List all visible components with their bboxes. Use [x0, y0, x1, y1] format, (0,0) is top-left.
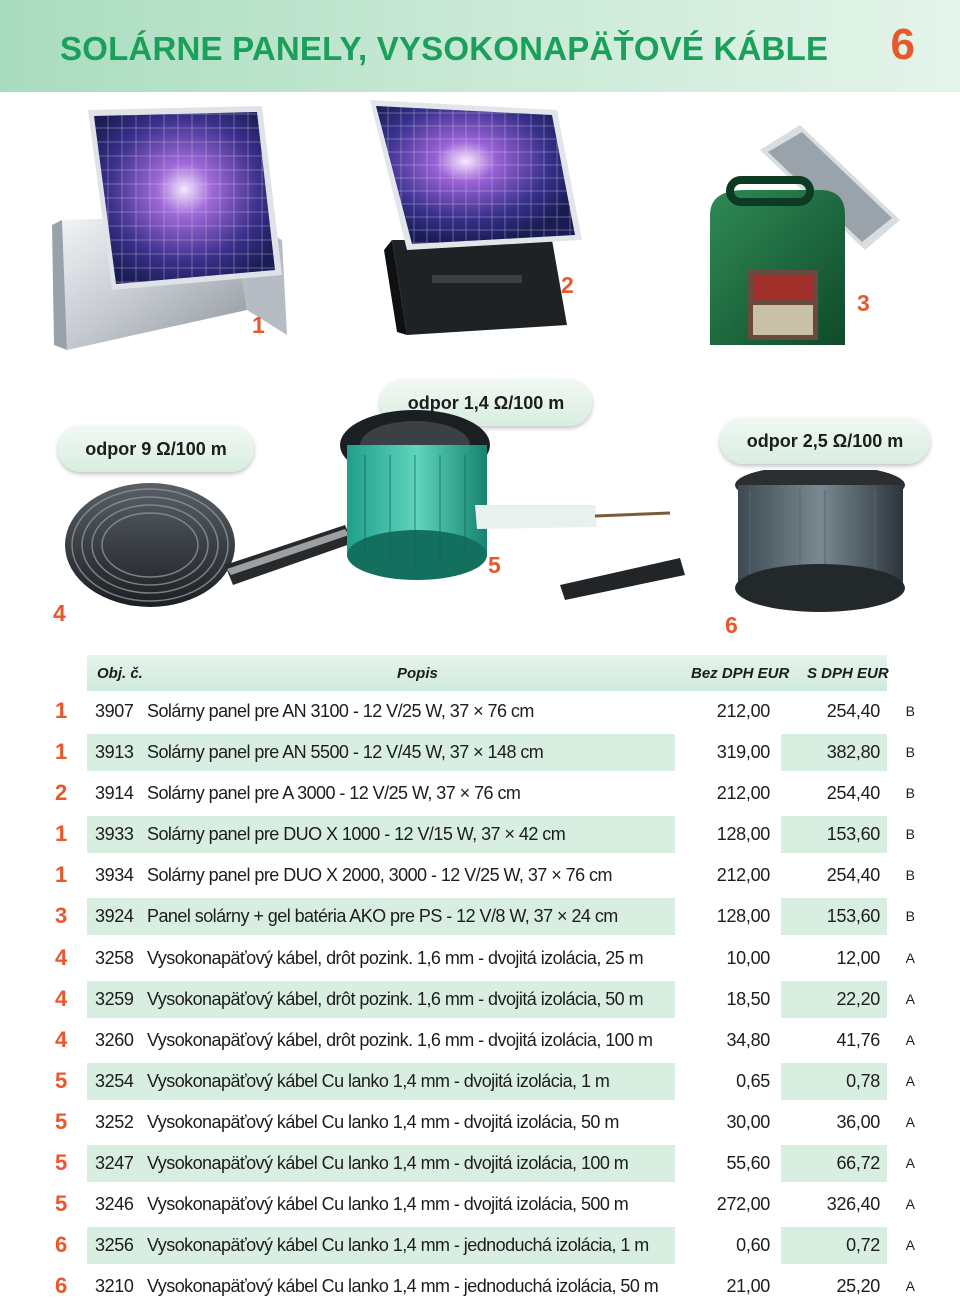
order-number: 3260	[95, 1029, 134, 1050]
product-ref-number: 6	[55, 1232, 68, 1258]
price-without-vat: 128,00	[716, 824, 770, 845]
page-title: SOLÁRNE PANELY, VYSOKONAPÄŤOVÉ KÁBLE	[60, 30, 829, 67]
product-image-cable-coil-black	[55, 465, 355, 615]
product-description: Solárny panel pre A 3000 - 12 V/25 W, 37 × 76 cm	[147, 783, 521, 804]
product-image-solar-panel-black-box	[362, 100, 587, 350]
price-with-vat: 254,40	[826, 701, 880, 721]
product-description: Panel solárny + gel batéria AKO pre PS - 12 V/8 W, 37 × 24 cm	[147, 906, 618, 927]
product-label-1: 1	[252, 312, 265, 338]
price-without-vat: 30,00	[726, 1111, 770, 1132]
price-without-vat: 212,00	[716, 783, 770, 804]
product-description: Vysokonapäťový kábel Cu lanko 1,4 mm - dvojitá izolácia, 50 m	[147, 1111, 619, 1132]
price-with-vat: 153,60	[826, 824, 880, 845]
price-without-vat: 21,00	[726, 1276, 770, 1297]
price-without-vat: 18,50	[726, 988, 770, 1009]
product-ref-number: 5	[55, 1108, 68, 1134]
column-header-popis: Popis	[397, 665, 438, 682]
price-with-vat: 326,40	[826, 1194, 880, 1215]
price-with-vat: 36,00	[836, 1111, 880, 1132]
price-with-vat: 254,40	[826, 783, 880, 804]
price-without-vat: 0,60	[736, 1235, 770, 1256]
table-row	[45, 732, 920, 773]
table-row	[45, 1102, 920, 1143]
table-row	[45, 1266, 920, 1307]
price-without-vat: 272,00	[716, 1194, 770, 1215]
table-row	[45, 938, 920, 979]
price-without-vat: 0,65	[736, 1070, 770, 1091]
product-description: Vysokonapäťový kábel Cu lanko 1,4 mm - dvojitá izolácia, 500 m	[147, 1194, 629, 1215]
order-number: 3258	[95, 947, 134, 968]
price-with-vat: 41,76	[836, 1029, 880, 1050]
price-class: A	[905, 1196, 915, 1213]
product-ref-number: 4	[55, 985, 68, 1011]
table-row	[45, 1020, 920, 1061]
product-description: Solárny panel pre DUO X 2000, 3000 - 12 V/25 W, 37 × 76 cm	[147, 865, 612, 886]
product-ref-number: 6	[55, 1273, 68, 1299]
table-row	[45, 979, 920, 1020]
product-ref-number: 5	[55, 1191, 68, 1217]
chapter-number: 6	[890, 20, 915, 69]
product-ref-number: 5	[55, 1150, 68, 1176]
product-description: Solárny panel pre DUO X 1000 - 12 V/15 W, 37 × 42 cm	[147, 824, 566, 845]
order-number: 3933	[95, 824, 134, 845]
price-class: A	[905, 1072, 915, 1089]
page-header	[0, 0, 960, 92]
resistance-label-wire-6: odpor 2,5 Ω/100 m	[720, 418, 930, 464]
column-header-s-dph: S DPH EUR	[807, 665, 889, 682]
table-row	[45, 855, 920, 896]
product-label-5: 5	[488, 552, 501, 578]
product-ref-number: 4	[55, 944, 68, 970]
product-ref-number: 4	[55, 1026, 68, 1052]
product-description: Vysokonapäťový kábel, drôt pozink. 1,6 mm - dvojitá izolácia, 50 m	[147, 988, 644, 1009]
resistance-label-wire-4: odpor 9 Ω/100 m	[58, 426, 254, 472]
order-number: 3924	[95, 906, 134, 927]
price-class: B	[905, 744, 915, 761]
price-with-vat: 0,72	[846, 1235, 880, 1256]
product-description: Vysokonapäťový kábel Cu lanko 1,4 mm - dvojitá izolácia, 1 m	[147, 1070, 610, 1091]
price-with-vat: 153,60	[826, 906, 880, 927]
table-row	[45, 1184, 920, 1225]
product-image-energizer-with-panel	[700, 120, 910, 355]
order-number: 3934	[95, 865, 134, 886]
product-ref-number: 3	[55, 903, 68, 929]
price-without-vat: 128,00	[716, 906, 770, 927]
order-number: 3913	[95, 742, 134, 763]
table-body	[45, 691, 920, 1307]
price-class: A	[905, 990, 915, 1007]
table-row	[45, 814, 920, 855]
price-class: A	[905, 1278, 915, 1295]
product-description: Solárny panel pre AN 5500 - 12 V/45 W, 37 × 148 cm	[147, 742, 544, 763]
price-without-vat: 212,00	[716, 865, 770, 886]
price-class: B	[905, 703, 915, 719]
product-ref-number: 1	[55, 739, 68, 765]
order-number: 3210	[95, 1276, 134, 1297]
product-description: Vysokonapäťový kábel, drôt pozink. 1,6 mm - dvojitá izolácia, 100 m	[147, 1029, 653, 1050]
price-with-vat: 0,78	[846, 1070, 880, 1091]
price-without-vat: 212,00	[716, 701, 770, 721]
price-without-vat: 55,60	[726, 1153, 770, 1174]
order-number: 3259	[95, 988, 134, 1009]
table-row	[45, 1225, 920, 1266]
order-number: 3254	[95, 1070, 134, 1091]
table-row	[45, 896, 920, 937]
product-label-3: 3	[857, 290, 870, 316]
product-description: Vysokonapäťový kábel, drôt pozink. 1,6 mm - dvojitá izolácia, 25 m	[147, 947, 644, 968]
product-label-4: 4	[53, 600, 66, 626]
price-table	[45, 655, 920, 1307]
product-ref-number: 1	[55, 698, 68, 723]
price-with-vat: 12,00	[836, 947, 880, 968]
order-number: 3914	[95, 783, 134, 804]
table-header	[45, 655, 920, 691]
order-number: 3907	[95, 701, 134, 721]
price-without-vat: 10,00	[726, 947, 770, 968]
price-with-vat: 22,20	[836, 988, 880, 1009]
table-row	[45, 1061, 920, 1102]
product-ref-number: 1	[55, 862, 68, 888]
price-with-vat: 25,20	[836, 1276, 880, 1297]
order-number: 3247	[95, 1153, 134, 1174]
price-class: B	[905, 908, 915, 925]
table-row	[45, 773, 920, 814]
price-class: B	[905, 867, 915, 884]
column-header-bez-dph: Bez DPH EUR	[691, 665, 790, 682]
price-class: A	[905, 1155, 915, 1172]
price-class: B	[905, 785, 915, 802]
price-class: A	[905, 949, 915, 966]
product-ref-number: 1	[55, 821, 68, 847]
price-with-vat: 254,40	[826, 865, 880, 886]
price-class: B	[905, 826, 915, 843]
product-description: Vysokonapäťový kábel Cu lanko 1,4 mm - jednoduchá izolácia, 1 m	[147, 1235, 649, 1256]
column-header-objc: Obj. č.	[97, 665, 143, 682]
product-ref-number: 5	[55, 1067, 68, 1093]
price-without-vat: 34,80	[726, 1029, 770, 1050]
order-number: 3246	[95, 1194, 134, 1215]
price-class: A	[905, 1237, 915, 1254]
product-ref-number: 2	[55, 780, 68, 806]
product-label-6: 6	[725, 612, 738, 638]
price-without-vat: 319,00	[716, 742, 770, 763]
product-description: Vysokonapäťový kábel Cu lanko 1,4 mm - jednoduchá izolácia, 50 m	[147, 1276, 659, 1297]
product-description: Solárny panel pre AN 3100 - 12 V/25 W, 37 × 76 cm	[147, 701, 534, 721]
price-with-vat: 382,80	[826, 742, 880, 763]
price-class: A	[905, 1113, 915, 1130]
resistance-label-wire-5: odpor 1,4 Ω/100 m	[380, 380, 592, 426]
product-image-cable-spool-grey	[560, 470, 925, 620]
order-number: 3252	[95, 1111, 134, 1132]
price-class: A	[905, 1031, 915, 1048]
price-with-vat: 66,72	[836, 1153, 880, 1174]
product-label-2: 2	[561, 272, 574, 298]
order-number: 3256	[95, 1235, 134, 1256]
table-row	[45, 691, 920, 732]
product-description: Vysokonapäťový kábel Cu lanko 1,4 mm - dvojitá izolácia, 100 m	[147, 1153, 629, 1174]
table-row	[45, 1143, 920, 1184]
